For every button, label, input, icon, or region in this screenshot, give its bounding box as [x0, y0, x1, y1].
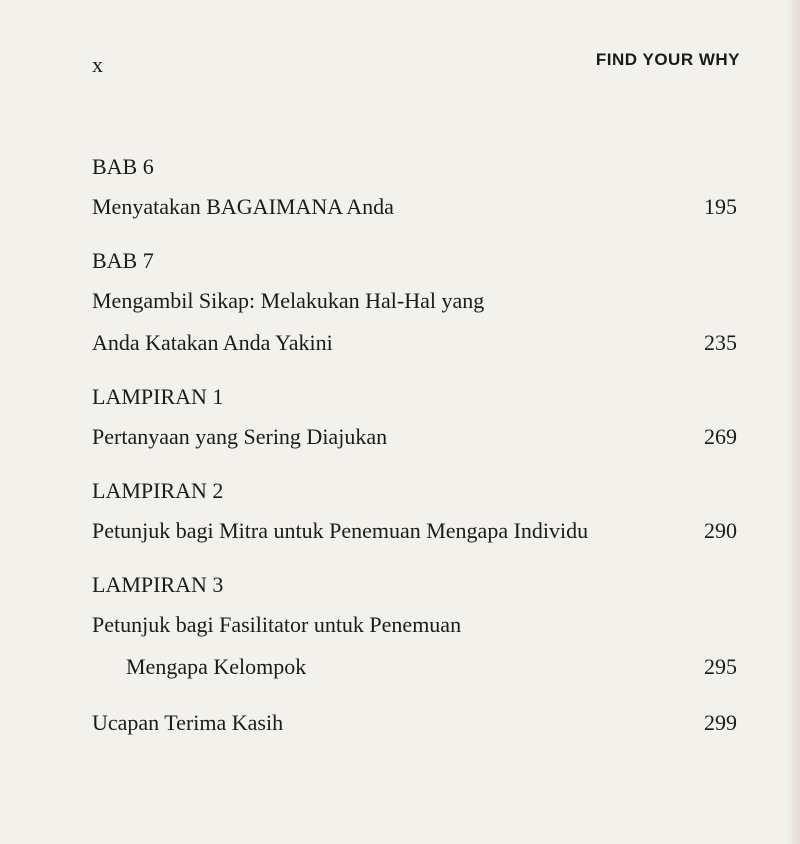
- entry-title: Mengapa Kelompok: [126, 654, 307, 679]
- toc-entry: [92, 378, 737, 458]
- running-title: FIND YOUR WHY: [595, 50, 740, 69]
- entry-page-number: 299: [704, 710, 737, 735]
- entry-page-number: 195: [704, 194, 737, 219]
- entry-title: Ucapan Terima Kasih: [92, 710, 284, 735]
- entry-title: Pertanyaan yang Sering Diajukan: [92, 424, 388, 449]
- page-number: x: [92, 52, 103, 77]
- chapter-label: BAB 6: [92, 154, 154, 179]
- toc-line: [92, 280, 737, 322]
- page-edge: [786, 0, 800, 844]
- entry-page-number: 290: [704, 518, 737, 543]
- chapter-label: BAB 7: [92, 248, 154, 273]
- chapter-label: LAMPIRAN 3: [92, 572, 224, 597]
- table-of-contents: [92, 148, 737, 758]
- entry-page-number: 295: [704, 654, 737, 679]
- chapter-label: LAMPIRAN 2: [92, 478, 224, 503]
- entry-title: Petunjuk bagi Mitra untuk Penemuan Mengapa Individu: [92, 518, 589, 543]
- entry-title: Petunjuk bagi Fasilitator untuk Penemuan: [92, 612, 462, 637]
- toc-entry: [92, 242, 737, 364]
- chapter-label: LAMPIRAN 1: [92, 384, 224, 409]
- entry-title: Anda Katakan Anda Yakini: [92, 330, 333, 355]
- toc-entry: [92, 702, 737, 744]
- toc-line: [92, 186, 737, 228]
- entry-title: Menyatakan BAGAIMANA Anda: [92, 194, 394, 219]
- toc-entry: [92, 472, 737, 552]
- entry-page-number: 235: [704, 330, 737, 355]
- toc-line: [92, 604, 737, 646]
- toc-line: [92, 702, 737, 744]
- toc-line: [92, 510, 737, 552]
- toc-entry: [92, 566, 737, 688]
- toc-entry: [92, 148, 737, 228]
- entry-title: Mengambil Sikap: Melakukan Hal-Hal yang: [92, 288, 485, 313]
- entry-page-number: 269: [704, 424, 737, 449]
- toc-line: [92, 646, 737, 688]
- toc-line: [92, 322, 737, 364]
- toc-line: [92, 416, 737, 458]
